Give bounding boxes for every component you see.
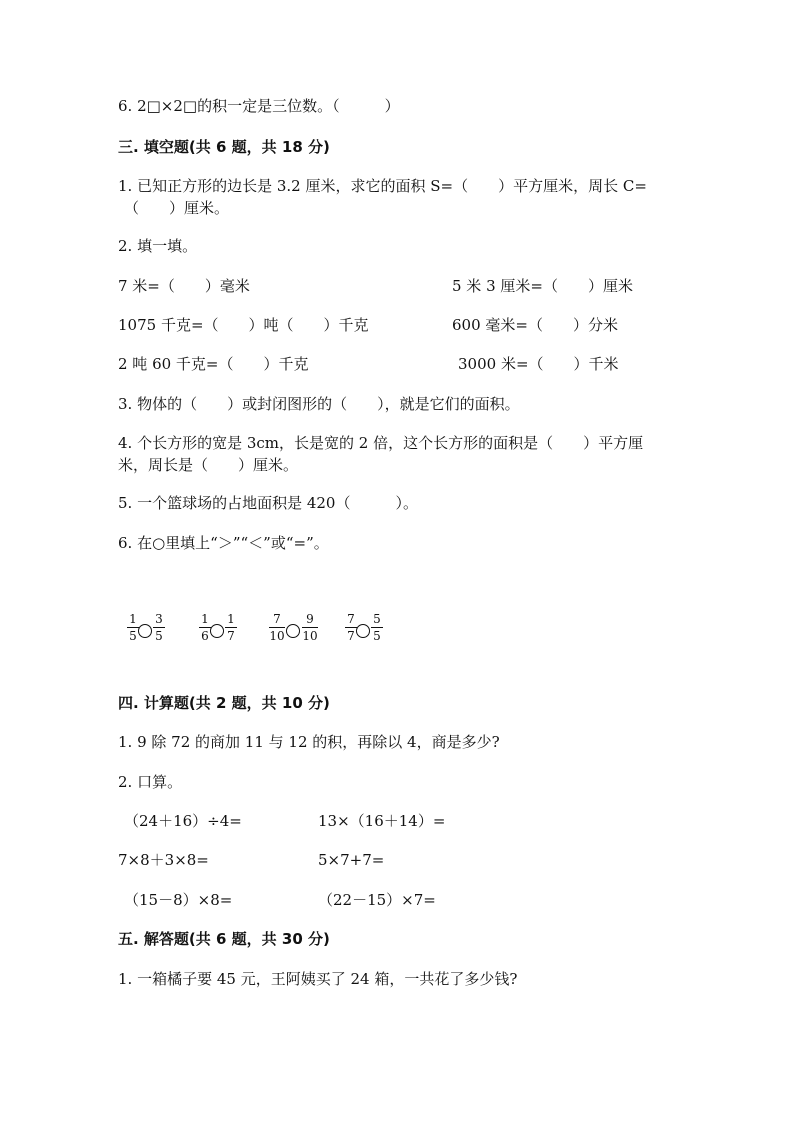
fraction-compare [126, 612, 166, 652]
fraction-compare [268, 612, 322, 652]
fraction-numerator: 3 [155, 612, 163, 626]
fraction-numerator: 9 [306, 612, 314, 626]
mental-math-item: 5×7+7= [318, 851, 385, 869]
fraction-denominator: 10 [269, 629, 285, 643]
mental-math-item: （22－15）×7= [318, 891, 436, 909]
calc-q1: 1. 9 除 72 的商加 11 与 12 的积，再除以 4，商是多少? [118, 733, 500, 751]
fraction-numerator: 5 [373, 612, 381, 626]
fill-q2-item: 2 吨 60 千克=（ ）千克 [118, 355, 309, 373]
mental-math-item: （24＋16）÷4= [124, 812, 242, 830]
fill-q2-title: 2. 填一填。 [118, 237, 198, 255]
fraction-numerator: 7 [347, 612, 355, 626]
fraction-numerator: 7 [273, 612, 281, 626]
fill-q2-item: 600 毫米=（ ）分米 [452, 316, 618, 334]
fill-q2-item: 3000 米=（ ）千米 [458, 355, 619, 373]
fraction-numerator: 1 [227, 612, 235, 626]
fill-q4-line1: 4. 个长方形的宽是 3cm，长是宽的 2 倍，这个长方形的面积是（ ）平方厘 [118, 434, 644, 452]
fill-q2-item: 1075 千克=（ ）吨（ ）千克 [118, 316, 369, 334]
section-4-heading: 四. 计算题(共 2 题，共 10 分) [118, 694, 330, 712]
fraction-denominator: 6 [201, 629, 209, 643]
fill-q3: 3. 物体的（ ）或封闭图形的（ ），就是它们的面积。 [118, 395, 520, 413]
answer-q1: 1. 一箱橘子要 45 元，王阿姨买了 24 箱，一共花了多少钱? [118, 970, 518, 988]
fraction-denominator: 5 [129, 629, 137, 643]
fill-q2-item: 7 米=（ ）毫米 [118, 277, 250, 295]
fraction-denominator: 5 [373, 629, 381, 643]
compare-circle[interactable] [138, 624, 152, 638]
fill-q1-line2: （ ）厘米。 [124, 199, 230, 217]
fill-q2-item: 5 米 3 厘米=（ ）厘米 [452, 277, 633, 295]
question-6-judgement: 6. 2□×2□的积一定是三位数。（ ） [118, 97, 400, 115]
calc-q2-title: 2. 口算。 [118, 773, 183, 791]
fill-q4-line2: 米，周长是（ ）厘米。 [118, 456, 299, 474]
fraction-denominator: 5 [155, 629, 163, 643]
compare-circle[interactable] [356, 624, 370, 638]
fraction-compare [198, 612, 238, 652]
fraction-denominator: 7 [227, 629, 235, 643]
section-3-heading: 三. 填空题(共 6 题，共 18 分) [118, 138, 330, 156]
compare-circle[interactable] [210, 624, 224, 638]
fraction-compare [344, 612, 384, 652]
fraction-numerator: 1 [129, 612, 137, 626]
mental-math-item: 7×8＋3×8= [118, 851, 209, 869]
mental-math-item: 13×（16＋14）= [318, 812, 446, 830]
fill-q1-line1: 1. 已知正方形的边长是 3.2 厘米，求它的面积 S=（ ）平方厘米，周长 C= [118, 177, 647, 195]
compare-circle[interactable] [286, 624, 300, 638]
mental-math-item: （15－8）×8= [124, 891, 233, 909]
fill-q5: 5. 一个篮球场的占地面积是 420（ ）。 [118, 494, 418, 512]
fill-q6: 6. 在○里填上“＞”“＜”或“=”。 [118, 534, 329, 552]
fraction-denominator: 10 [302, 629, 318, 643]
fraction-denominator: 7 [347, 629, 355, 643]
fraction-numerator: 1 [201, 612, 209, 626]
section-5-heading: 五. 解答题(共 6 题，共 30 分) [118, 930, 330, 948]
